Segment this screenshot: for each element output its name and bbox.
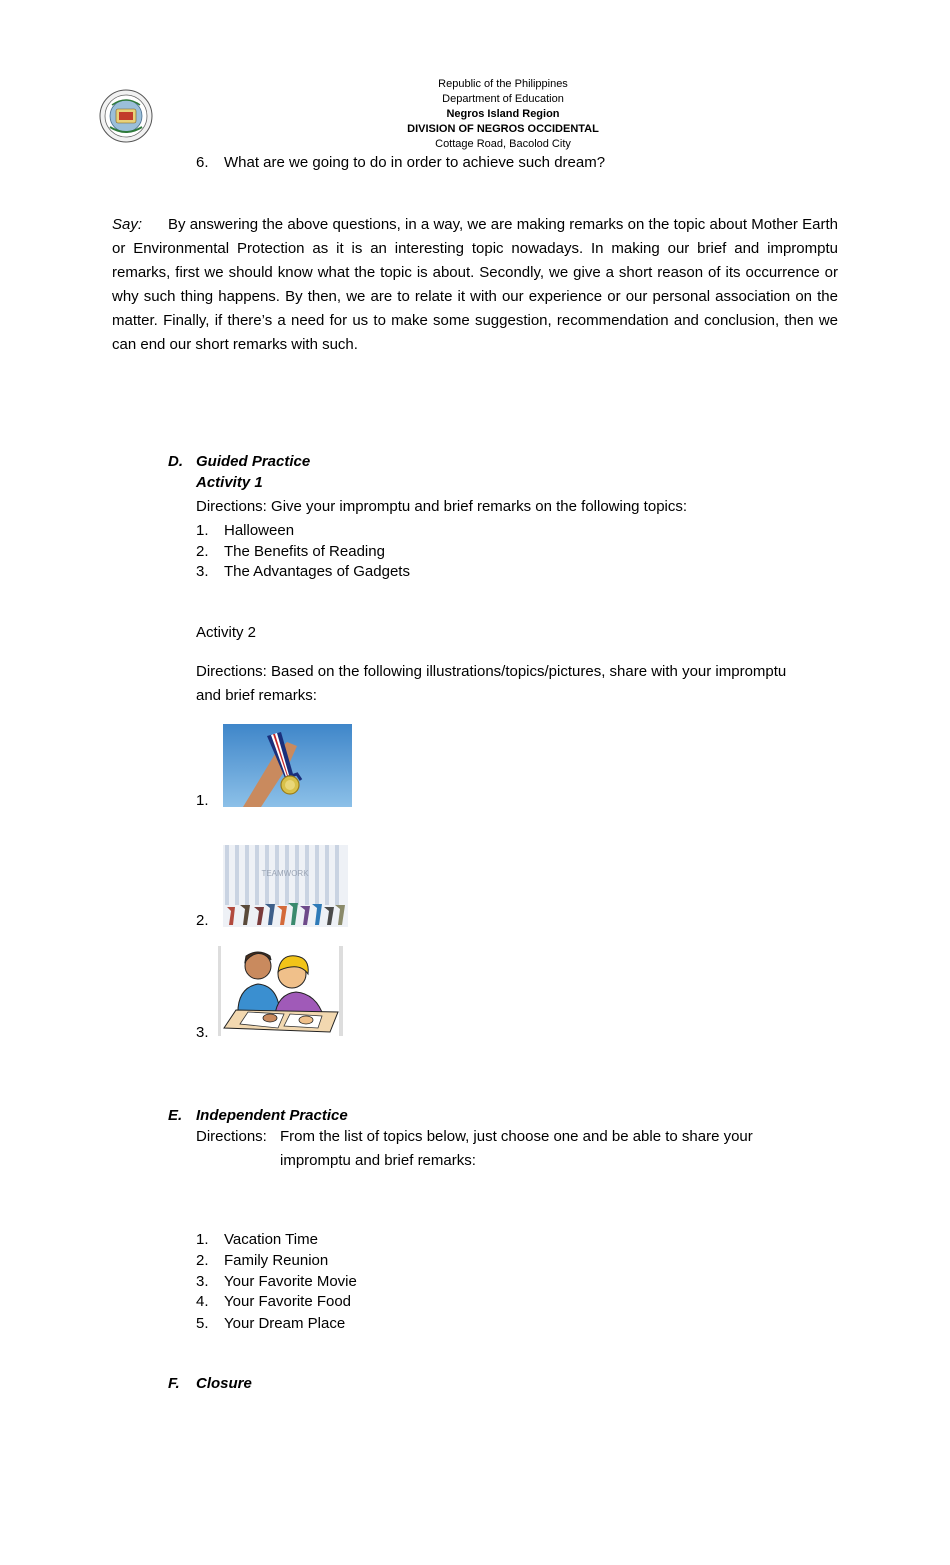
section-e-letter: E. [168,1107,183,1124]
list-item-text: Your Dream Place [224,1315,346,1332]
section-e-directions-line-2: impromptu and brief remarks: [280,1152,476,1169]
list-item-number: 5. [196,1315,209,1332]
list-item-number: 1. [196,522,209,539]
letterhead [353,77,653,152]
teamwork-caption: TEAMWORK [261,869,309,878]
picture-2-number: 2. [196,912,209,929]
section-d-heading [168,452,183,472]
list-item-number: 4. [196,1293,209,1310]
question-6-text: What are we going to do in order to achieve such dream? [224,154,606,171]
division-seal-logo [99,89,153,143]
letterhead-line-division: DIVISION OF NEGROS OCCIDENTAL [407,123,599,135]
activity-2-title: Activity 2 [196,624,257,641]
list-item-number: 1. [196,1231,209,1248]
activity-2-directions-line-2: and brief remarks: [196,687,317,704]
letterhead-line-republic: Republic of the Philippines [438,78,568,90]
section-d-title: Guided Practice [196,453,311,470]
letterhead-line-department: Department of Education [442,93,564,105]
list-item-text: Halloween [224,522,295,539]
question-6-number: 6. [196,154,209,171]
section-f-letter: F. [168,1375,180,1392]
activity-2-directions-line-1: Directions: Based on the following illustrations/topics/pictures, share with your impromptu [196,663,787,680]
list-item-text: The Benefits of Reading [224,543,385,560]
list-item-text: Family Reunion [224,1252,329,1269]
list-item-number: 2. [196,1252,209,1269]
letterhead-line-address: Cottage Road, Bacolod City [435,138,571,150]
picture-1-number: 1. [196,792,209,809]
list-item-text: The Advantages of Gadgets [224,563,410,580]
activity-1-directions: Directions: Give your impromptu and brief remarks on the following topics: [196,498,688,515]
section-e-title: Independent Practice [196,1107,348,1124]
picture-3-number: 3. [196,1024,209,1041]
activity-1-title: Activity 1 [196,474,263,491]
letterhead-line-region: Negros Island Region [446,108,560,120]
section-f-title: Closure [196,1375,252,1392]
list-item-number: 3. [196,563,209,580]
list-item-text: Your Favorite Movie [224,1273,357,1290]
students-writing-picture [218,946,343,1036]
say-text: By answering the above questions, in a way, we are making remarks on the topic about Mother Earth or Environmental Protection as it is an interesting topic nowadays. In making our brief and impromptu remarks, first we should know what the topic is about. Secondly, we give a short reason of its occurrence or why such thing happens. By then, we are to relate it with our experience or our personal association on the matter. Finally, if there’s a need for us to make some suggestion, recommendation and conclusion, then we can end our short remarks with such. [112,216,838,353]
say-label: Say: [112,216,143,233]
list-item-text: Your Favorite Food [224,1293,352,1310]
section-d-letter: D. [168,453,183,470]
section-e-directions-line-1: From the list of topics below, just choose one and be able to share your [280,1128,753,1145]
section-e-directions-label: Directions: [196,1128,267,1145]
teamwork-picture [223,845,348,927]
list-item-number: 2. [196,543,209,560]
say-paragraph [112,213,838,357]
list-item-text: Vacation Time [224,1231,318,1248]
medal-picture [223,724,352,807]
list-item-number: 3. [196,1273,209,1290]
